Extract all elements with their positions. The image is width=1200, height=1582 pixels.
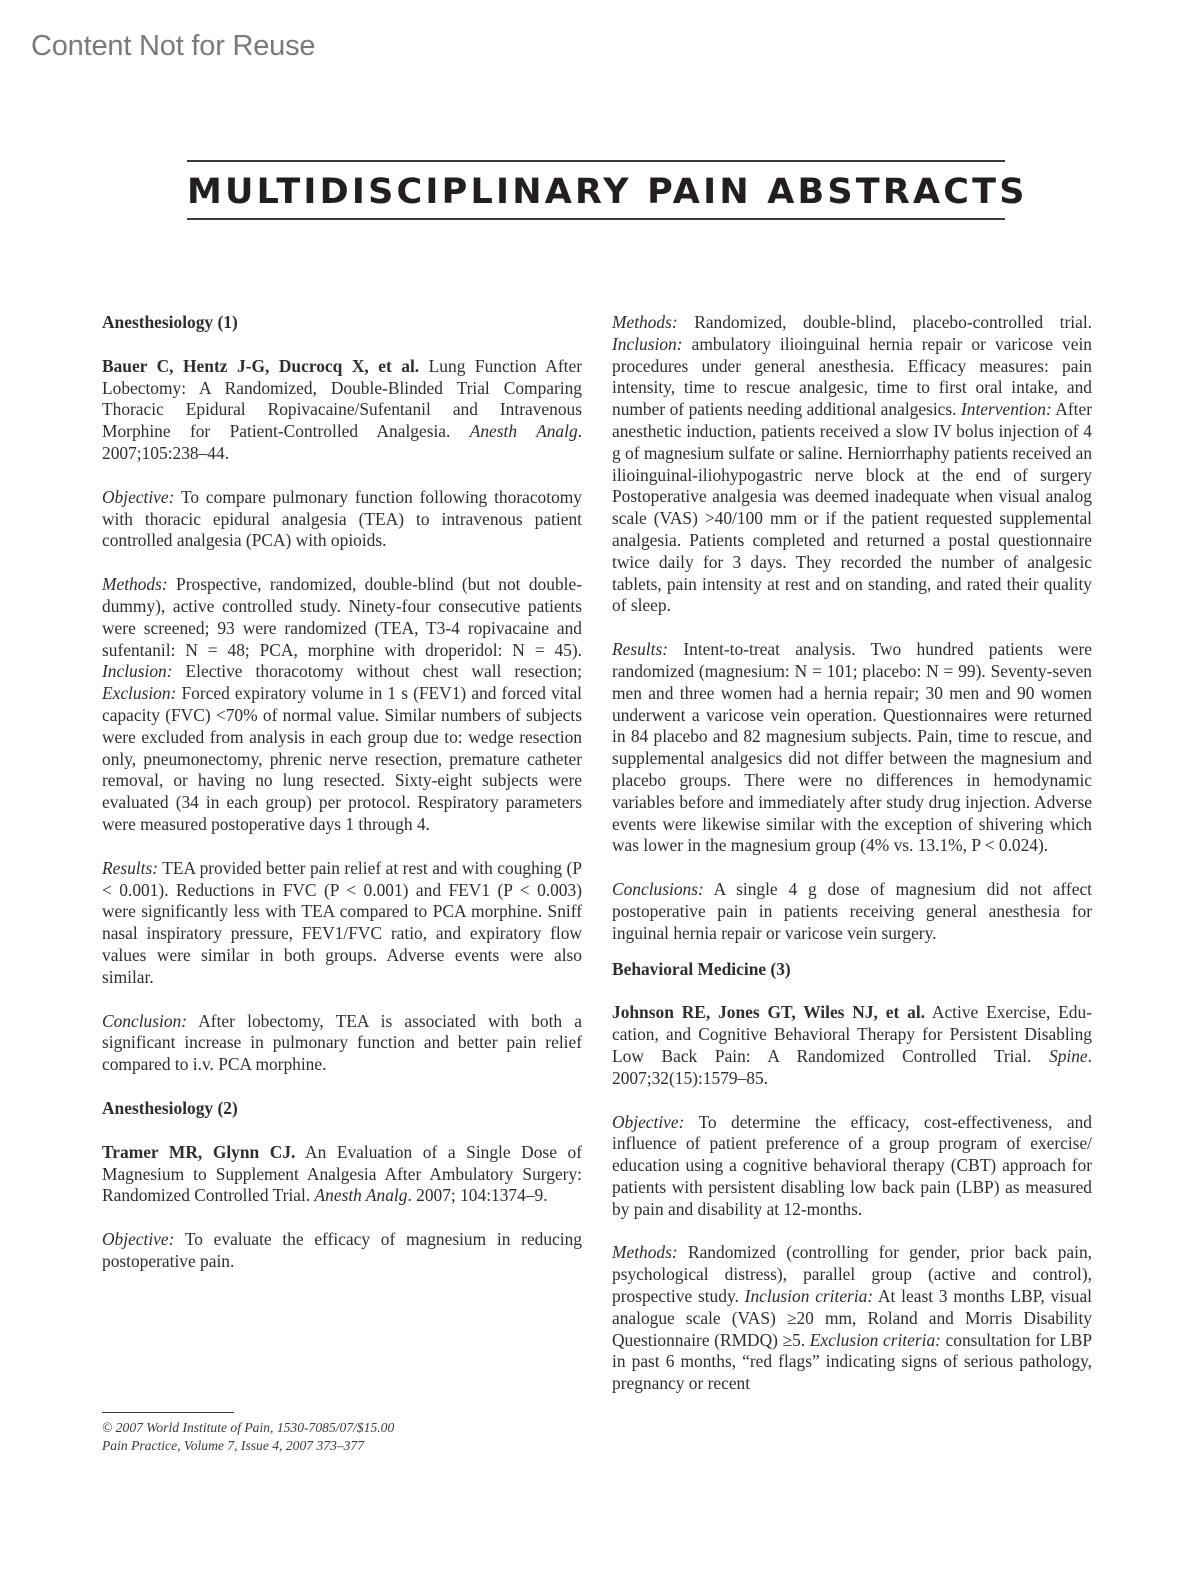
results-text: Intent-to-treat analysis. Two hundred patients were randomized (magnesium: N = 101; placebo: N = 99). Seventy-seven men and three women had a hernia repair; 30 men and 90 women underwent a varicose vein operation. Questionnaires were returned in 84 placebo and 82 magnesium subjects. Pain, time to rescue, and supplemental analgesics did not differ between the magnesium and placebo groups. There were no differences in hemodynamic variables before and immediately after study drug injection. Adverse events were likewise similar with the exception of shivering which was lower in the magnesium group (4% vs. 13.1%, P < 0.024).	[612, 639, 1092, 856]
intervention-label: Intervention:	[960, 399, 1052, 420]
inclusion-label: Inclusion:	[612, 333, 683, 354]
citation	[612, 1002, 1092, 1089]
exclusion-text: Forced expiratory volume in 1 s (FEV1) and forced vital capacity (FVC) <70% of normal value. Similar numbers of subjects were excluded from analysis in each group due to: wedge resection only, pneumonectomy, phrenic nerve resection, premature catheter removal, or having no lung resected. Sixty-eight subjects were evaluated (34 in each group) per protocol. Respiratory parameters were measured postoperative days 1 through 4.	[102, 683, 582, 834]
journal-name: Anesth Analg	[314, 1185, 408, 1206]
results-paragraph	[612, 639, 1092, 857]
right-column	[612, 312, 1092, 1417]
page-footer	[102, 1412, 502, 1455]
authors: Tramer MR, Glynn CJ.	[102, 1141, 296, 1162]
exclusion-text: consultation for LBP in past 6 months, “red flags” indicating signs of serious pathology, pregnancy or recent	[612, 1329, 1092, 1394]
methods-label: Methods:	[612, 312, 678, 332]
journal-info-line: Pain Practice, Volume 7, Issue 4, 2007 373–377	[102, 1438, 365, 1453]
results-label: Results:	[612, 639, 669, 660]
journal-name: Spine	[1049, 1045, 1088, 1066]
authors: Bauer C, Hentz J-G, Ducrocq X, et al.	[102, 355, 420, 376]
conclusions-label: Conclusions:	[612, 879, 704, 900]
authors: Johnson RE, Jones GT, Wiles NJ, et al.	[612, 1002, 925, 1023]
conclusions-paragraph	[612, 879, 1092, 944]
inclusion-text: ambulatory ilioinguinal hernia repair or varicose vein procedures under general anesthesia. Efficacy measures: pain intensity, time to rescue analgesic, time to first oral intake, and number of patients needing additional analgesics.	[612, 333, 1092, 420]
conclusion-paragraph	[102, 1011, 582, 1076]
methods-label: Methods:	[102, 574, 168, 595]
page-header	[187, 160, 1028, 220]
objective-text: To compare pulmonary function following thoracotomy with thoracic epidural analgesia (TEA) to intravenous patient controlled analgesia (PCA) with opioids.	[102, 486, 582, 551]
results-text: TEA provided better pain relief at rest and with coughing (P < 0.001). Reductions in FVC (P < 0.001) and FEV1 (P < 0.003) were significantly less with TEA compared to PCA morphine. Sniff nasal inspiratory pressure, FEV1/FVC ratio, and expiratory flow values were similar in both groups. Adverse events were also similar.	[102, 857, 582, 987]
methods-paragraph	[102, 574, 582, 836]
objective-label: Objective:	[102, 486, 175, 507]
objective-paragraph	[102, 487, 582, 552]
article-title: An Evaluation of a Single Dose of Magnesium to Supplement Analgesia After Ambulatory Surgery: Randomized Controlled Trial.	[102, 1141, 582, 1206]
objective-paragraph	[102, 1229, 582, 1273]
intervention-text: After anesthetic induction, patients received a slow IV bolus injection of 4 g of magnesium sulfate or saline. Herniorrhaphy patients received an ilioinguinal-iliohypogastric nerve block at the end of surgery Postoperative analgesia was deemed inadequate when visual analog scale (VAS) >40/100 mm or if the patient requested supplemental analgesia. Patients completed and returned a postal questionnaire twice daily for 3 days. They recorded the number of analgesic tablets, pain intensity at rest and on standing, and rated their quality of sleep.	[612, 399, 1093, 616]
section-heading: Behavioral Medicine (3)	[612, 958, 791, 979]
conclusion-text: After lobectomy, TEA is associated with both a significant increase in pulmonary function and better pain relief compared to i.v. PCA morphine.	[102, 1010, 582, 1075]
section-heading: Anesthesiology (1)	[102, 312, 238, 332]
watermark: Content Not for Reuse	[31, 30, 316, 62]
methods-label: Methods:	[612, 1242, 678, 1263]
article-title: Active Exercise, Education, and Cognitive Behavioral Therapy for Persistent Disabling Low Back Pain: A Randomized Controlled Trial.	[612, 1002, 1092, 1066]
inclusion-text: At least 3 months LBP, visual analogue scale (VAS) ≥20 mm, Roland and Morris Disability Questionnaire (RMDQ) ≥5.	[612, 1286, 1093, 1350]
objective-paragraph	[612, 1112, 1092, 1221]
citation	[102, 1142, 582, 1207]
methods-paragraph	[612, 1242, 1092, 1395]
methods-paragraph	[612, 312, 1092, 617]
objective-text: To evaluate the efficacy of magnesium in reducing postoperative pain.	[102, 1229, 582, 1271]
citation	[102, 356, 582, 465]
results-paragraph	[102, 858, 582, 989]
results-label: Results:	[102, 857, 159, 878]
objective-label: Objective:	[102, 1229, 175, 1250]
exclusion-label: Exclusion criteria:	[809, 1329, 941, 1350]
inclusion-text: Elective thoracotomy without chest wall resection;	[172, 661, 582, 682]
inclusion-label: Inclusion:	[102, 661, 173, 682]
conclusion-label: Conclusion:	[102, 1010, 188, 1031]
exclusion-label: Exclusion:	[102, 683, 177, 704]
citation-details: . 2007; 104:1374–9.	[407, 1185, 548, 1206]
section-heading: Anesthesiology (2)	[102, 1097, 238, 1118]
conclusions-text: A single 4 g dose of magnesium did not affect postoperative pain in patients receiving general anesthesia for inguinal hernia repair or varicose vein surgery.	[612, 879, 1092, 943]
left-column	[102, 312, 582, 1295]
citation-details: . 2007;105:238–44.	[102, 421, 582, 463]
methods-text: Randomized, double-blind, placebo-controlled trial.	[677, 312, 1092, 332]
methods-text: Prospective, randomized, double-blind (but not double-dummy), active controlled study. Ninety-four consecutive patients were screened; 93 were randomized (TEA, T3-4 ropivacaine and sufentanil: N = 48; PCA, morphine with droperidol: N = 45).	[102, 574, 582, 660]
article-title: Lung Function After Lobectomy: A Randomized, Double-Blinded Trial Comparing Thoracic Epidural Ropivacaine/Sufentanil and Intravenous Morphine for Patient-Controlled Analgesia.	[102, 355, 582, 442]
inclusion-label: Inclusion criteria:	[744, 1286, 874, 1307]
journal-name: Anesth Analg	[469, 421, 578, 442]
page-title: MULTIDISCIPLINARY PAIN ABSTRACTS	[187, 172, 1028, 212]
objective-text: To determine the efficacy, cost-effectiveness, and influence of patient preference of a group program of exercise/ education using a cognitive behavioral therapy (CBT) approach for patients with persistent disabling low back pain (LBP) as measured by pain and disability at 12-months.	[612, 1111, 1092, 1219]
methods-text: Randomized (controlling for gender, prior back pain, psychological distress), parallel group (active and control), prospective study.	[612, 1242, 1092, 1307]
footer-rule	[102, 1412, 234, 1413]
objective-label: Objective:	[612, 1111, 685, 1132]
copyright-line: © 2007 World Institute of Pain, 1530-7085/07/$15.00	[102, 1420, 395, 1435]
citation-details: . 2007;32(15):1579–85.	[612, 1045, 1092, 1088]
